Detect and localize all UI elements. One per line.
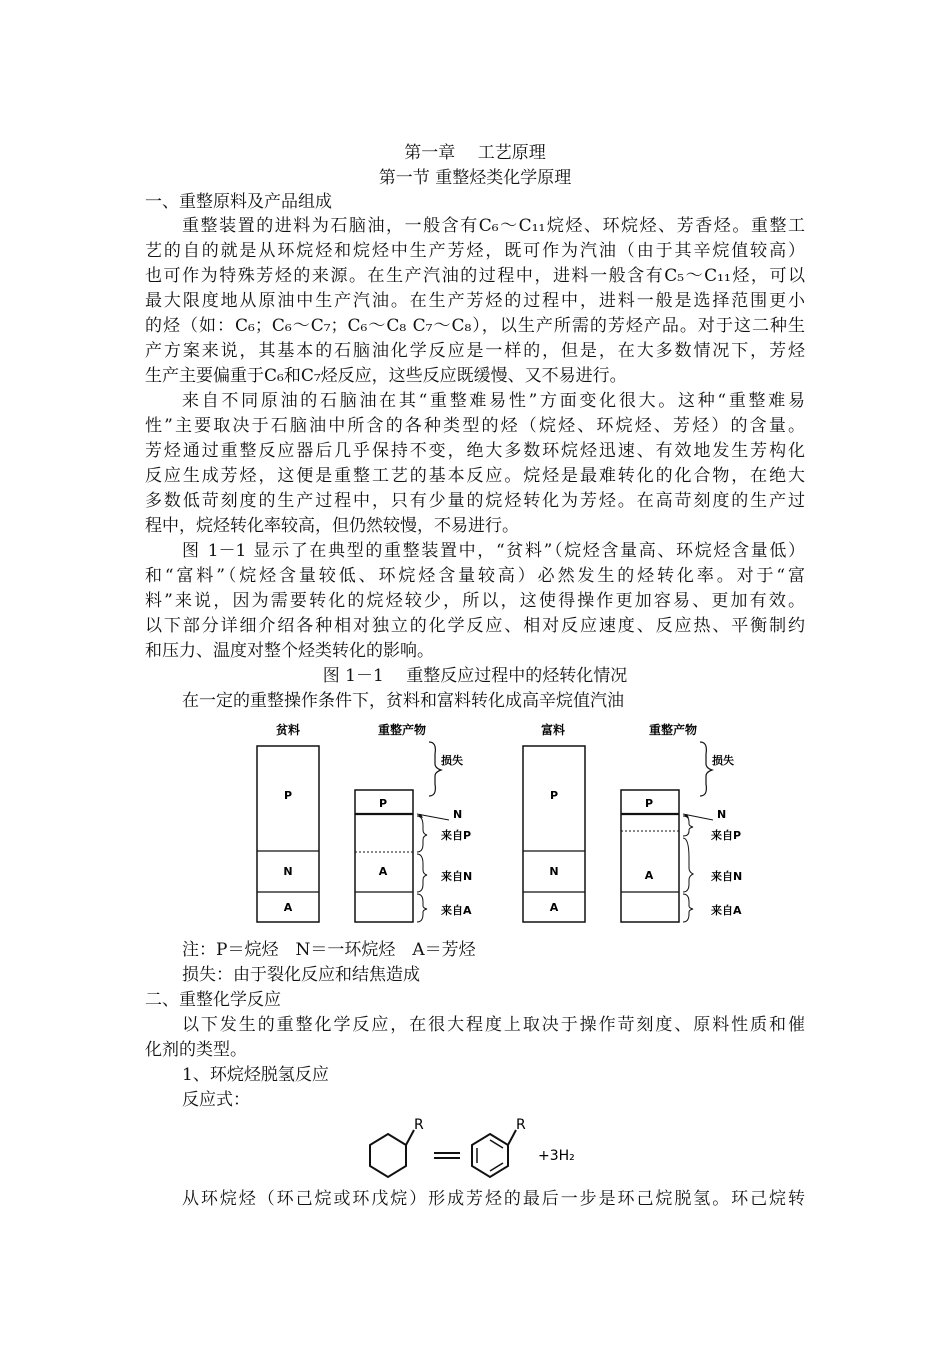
heading-raw-materials: 一、重整原料及产品组成 [145, 192, 332, 212]
rich-product-column [621, 722, 742, 922]
rich-feed-column [523, 722, 585, 922]
paragraph-2-line: 反应生成芳烃，这便是重整工艺的基本反应。烷烃是最难转化的化合物，在绝大 [145, 466, 805, 486]
lean-product-a-label: A [378, 865, 388, 878]
lean-n-arrow-label: N [453, 808, 463, 821]
paragraph-3-line: 图 1－1 显示了在典型的重整装置中，“贫料”（烷烃含量高、环烷烃含量低） [182, 541, 805, 561]
rich-product-p-label: P [644, 797, 654, 810]
rich-product-label: 重整产物 [648, 723, 698, 737]
heading-chemical-reactions: 二、重整化学反应 [145, 990, 281, 1010]
figure-note-loss: 损失：由于裂化反应和结焦造成 [182, 965, 420, 985]
lean-n-label: N [283, 865, 293, 878]
rich-feed-label: 富料 [540, 723, 566, 737]
hydrogen-product: +3H₂ [538, 1148, 575, 1164]
paragraph-1-line: 的烃（如：C₆；C₆～C₇；C₆～C₈ C₇～C₈），以生产所需的芳烃产品。对于这二种生 [145, 316, 805, 336]
lean-a-label: A [283, 901, 293, 914]
lean-p-label: P [283, 789, 293, 802]
figure-subtitle: 在一定的重整操作条件下，贫料和富料转化成高辛烷值汽油 [182, 691, 624, 711]
rich-n-label: N [549, 865, 559, 878]
rich-from-a-label: 来自A [711, 904, 742, 917]
figure-caption: 图 1－1 重整反应过程中的烃转化情况 [322, 666, 628, 686]
paragraph-3-line: 料”来说，因为需要转化的烷烃较少，所以，这使得操作更加容易、更加有效。 [145, 591, 805, 611]
rich-loss-label: 损失 [712, 754, 734, 767]
rich-from-p-label: 来自P [711, 829, 742, 842]
rich-from-n-label: 来自N [711, 870, 743, 883]
section-title: 第一节 重整烃类化学原理 [378, 168, 572, 188]
paragraph-5-line: 从环烷烃（环己烷或环戊烷）形成芳烃的最后一步是环己烷脱氢。环己烷转 [182, 1189, 805, 1209]
chapter-title: 第一章 工艺原理 [404, 143, 546, 163]
lean-from-p-label: 来自P [441, 829, 472, 842]
r-group-2: R [516, 1117, 526, 1133]
lean-feed-label: 贫料 [275, 723, 301, 737]
paragraph-1-line: 也可作为特殊芳烃的来源。在生产汽油的过程中，进料一般含有C₅～C₁₁烃，可以 [145, 266, 805, 286]
lean-from-n-label: 来自N [441, 870, 473, 883]
lean-loss-label: 损失 [441, 754, 463, 767]
lean-product-p-label: P [378, 797, 388, 810]
paragraph-4-line: 以下发生的重整化学反应，在很大程度上取决于操作苛刻度、原料性质和催 [182, 1015, 805, 1035]
paragraph-2-line: 来自不同原油的石脑油在其“重整难易性”方面变化很大。这种“重整难易 [182, 391, 805, 411]
paragraph-1-line: 生产主要偏重于C₆和C₇烃反应，这些反应既缓慢、又不易进行。 [145, 366, 627, 386]
rich-a-label: A [549, 901, 559, 914]
paragraph-3-line: 和“富料”（烷烃含量较低、环烷烃含量较高）必然发生的烃转化率。对于“富 [145, 566, 805, 586]
paragraph-3-line: 和压力、温度对整个烃类转化的影响。 [145, 641, 434, 661]
paragraph-1-line: 艺的自的就是从环烷烃和烷烃中生产芳烃，既可作为汽油（由于其辛烷值较高） [145, 241, 805, 261]
paragraph-2-line: 芳烃通过重整反应器后几乎保持不变，绝大多数环烷烃迅速、有效地发生芳构化 [145, 441, 805, 461]
lean-from-a-label: 来自A [441, 904, 472, 917]
reaction-label: 反应式： [182, 1090, 250, 1110]
rich-n-arrow-label: N [717, 808, 727, 821]
paragraph-2-line: 多数低苛刻度的生产过程中，只有少量的烷烃转化为芳烃。在高苛刻度的生产过 [145, 491, 805, 511]
conversion-figure [145, 718, 805, 928]
paragraph-4-line: 化剂的类型。 [145, 1040, 247, 1060]
paragraph-2-line: 性”主要取决于石脑油中所含的各种类型的烃（烷烃、环烷烃、芳烃）的含量。 [145, 416, 805, 436]
paragraph-3-line: 以下部分详细介绍各种相对独立的化学反应、相对反应速度、反应热、平衡制约 [145, 616, 805, 636]
rich-product-a-label: A [644, 869, 654, 882]
cyclohexane-ring [370, 1134, 406, 1177]
lean-feed-column [257, 722, 319, 922]
reaction-scheme [360, 1112, 600, 1184]
paragraph-1-line: 产方案来说，其基本的石脑油化学反应是一样的，但是，在大多数情况下，芳烃 [145, 341, 805, 361]
figure-note-legend: 注：P＝烷烃 N＝一环烷烃 A＝芳烃 [182, 940, 476, 960]
paragraph-1-line: 最大限度地从原油中生产汽油。在生产芳烃的过程中，进料一般是选择范围更小 [145, 291, 805, 311]
lean-product-column [355, 722, 472, 922]
r-group-1: R [414, 1117, 424, 1133]
lean-product-label: 重整产物 [377, 723, 427, 737]
paragraph-1-line: 重整装置的进料为石脑油，一般含有C₆～C₁₁烷烃、环烷烃、芳香烃。重整工 [182, 216, 805, 236]
paragraph-2-line: 程中，烷烃转化率较高，但仍然较慢，不易进行。 [145, 516, 519, 536]
rich-p-label: P [549, 789, 559, 802]
subheading-naphthene-dehydrogenation: 1、环烷烃脱氢反应 [182, 1065, 329, 1085]
